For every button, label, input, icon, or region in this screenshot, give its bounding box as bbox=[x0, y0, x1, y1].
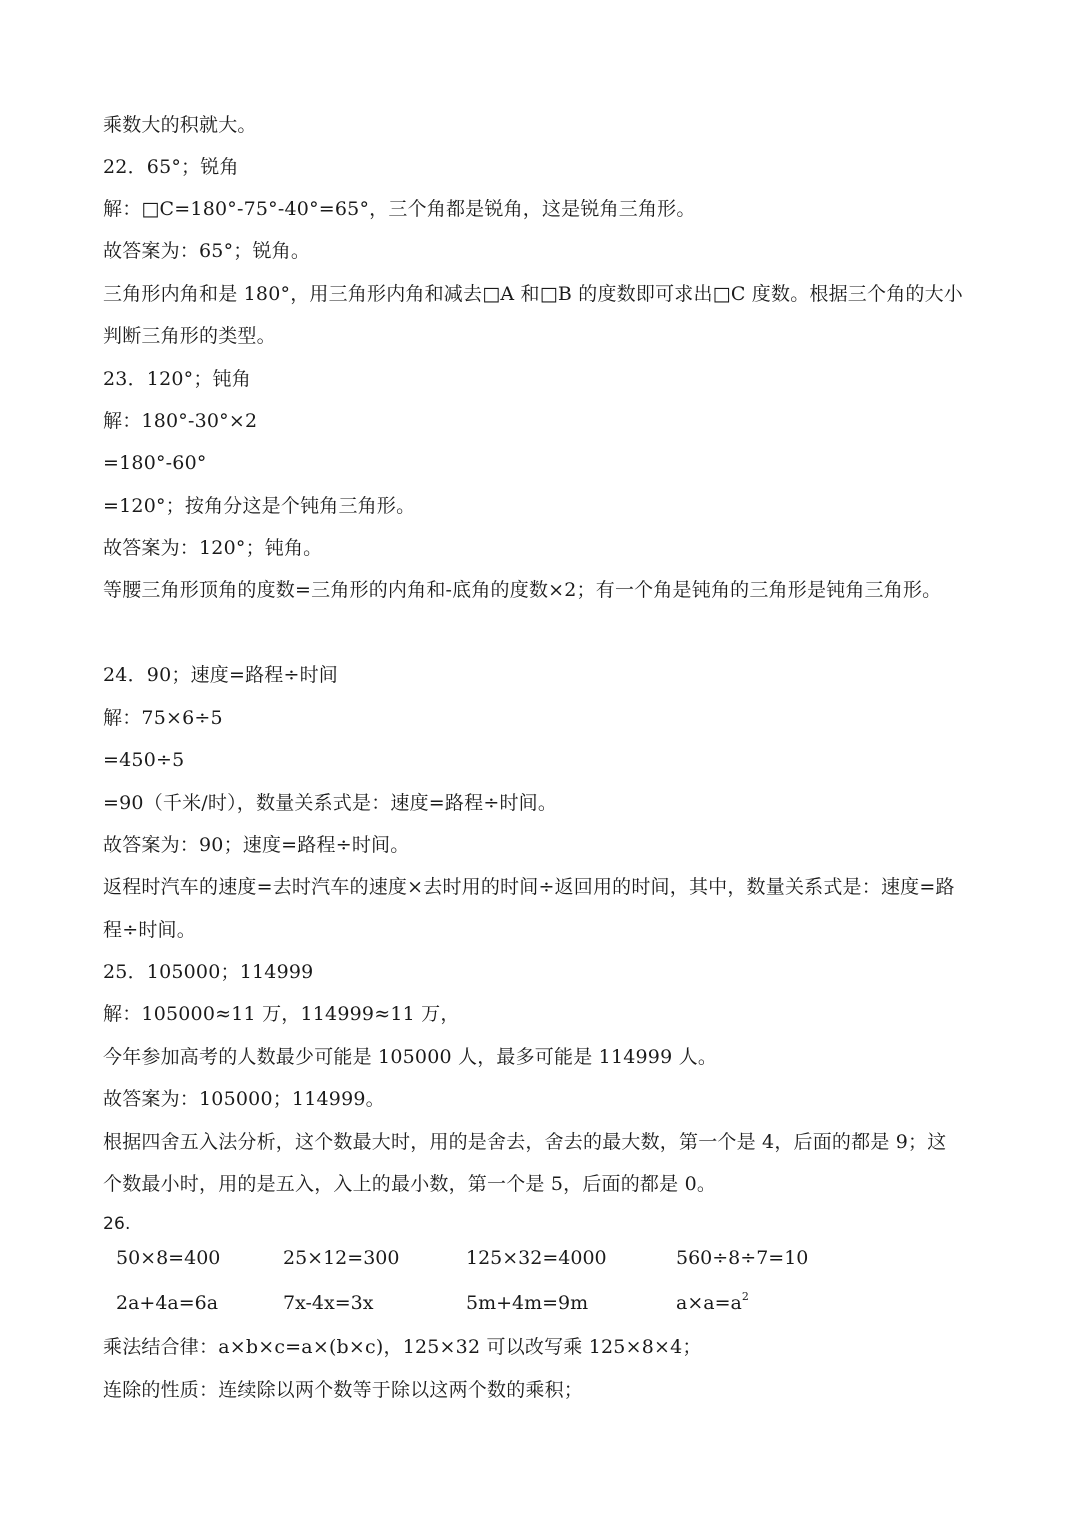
answer-23-heading: 23．120°；钝角 bbox=[103, 368, 251, 390]
text-line: =90（千米/时），数量关系式是：速度=路程÷时间。 bbox=[103, 792, 558, 814]
answer-22-heading: 22．65°；锐角 bbox=[103, 156, 239, 178]
grid-cell: 25×12=300 bbox=[283, 1247, 400, 1269]
text-line: 等腰三角形顶角的度数=三角形的内角和-底角的度数×2；有一个角是钝角的三角形是钝角三角形。 bbox=[103, 579, 942, 601]
text-line: 故答案为：65°；锐角。 bbox=[103, 240, 311, 262]
text-line: 解：75×6÷5 bbox=[103, 707, 223, 729]
text-line: 解：□C=180°-75°-40°=65°，三个角都是锐角，这是锐角三角形。 bbox=[103, 198, 696, 220]
answer-24-heading: 24．90；速度=路程÷时间 bbox=[103, 664, 338, 686]
grid-cell: 560÷8÷7=10 bbox=[676, 1247, 809, 1269]
text-line: =120°；按角分这是个钝角三角形。 bbox=[103, 495, 416, 517]
text-line: 故答案为：105000；114999。 bbox=[103, 1088, 385, 1110]
text-line: 故答案为：120°；钝角。 bbox=[103, 537, 323, 559]
text-line: =450÷5 bbox=[103, 749, 185, 771]
answer-25-heading: 25．105000；114999 bbox=[103, 961, 314, 983]
text-line: 程÷时间。 bbox=[103, 919, 196, 941]
text-line: 个数最小时，用的是五入，入上的最小数，第一个是 5，后面的都是 0。 bbox=[103, 1173, 717, 1195]
text-line: 连除的性质：连续除以两个数等于除以这两个数的乘积； bbox=[103, 1379, 584, 1401]
grid-cell: 7x-4x=3x bbox=[283, 1292, 374, 1314]
text-line: 乘法结合律：a×b×c=a×(b×c)，125×32 可以改写乘 125×8×4； bbox=[103, 1336, 702, 1358]
text-line: 返程时汽车的速度=去时汽车的速度×去时用的时间÷返回用的时间，其中，数量关系式是：速度=路 bbox=[103, 876, 955, 898]
text-line: 根据四舍五入法分析，这个数最大时，用的是舍去，舍去的最大数，第一个是 4，后面的都是 9；这 bbox=[103, 1131, 947, 1153]
grid-cell: 125×32=4000 bbox=[466, 1247, 607, 1269]
text-line: 故答案为：90；速度=路程÷时间。 bbox=[103, 834, 410, 856]
grid-cell: 50×8=400 bbox=[116, 1247, 221, 1269]
answer-26-heading: 26. bbox=[103, 1214, 131, 1234]
grid-cell bbox=[676, 1291, 749, 1315]
grid-cell-base: a×a=a bbox=[676, 1292, 742, 1314]
text-line: 三角形内角和是 180°，用三角形内角和减去□A 和□B 的度数即可求出□C 度数。根据三个角的大小 bbox=[103, 283, 964, 305]
text-line: =180°-60° bbox=[103, 452, 207, 474]
text-line: 今年参加高考的人数最少可能是 105000 人，最多可能是 114999 人。 bbox=[103, 1046, 718, 1068]
text-line: 判断三角形的类型。 bbox=[103, 325, 276, 347]
grid-cell: 5m+4m=9m bbox=[466, 1292, 589, 1314]
text-line: 解：105000≈11 万，114999≈11 万， bbox=[103, 1003, 460, 1025]
text-line: 解：180°-30°×2 bbox=[103, 410, 258, 432]
grid-cell: 2a+4a=6a bbox=[116, 1292, 219, 1314]
superscript: 2 bbox=[741, 1289, 749, 1303]
text-line: 乘数大的积就大。 bbox=[103, 114, 257, 136]
